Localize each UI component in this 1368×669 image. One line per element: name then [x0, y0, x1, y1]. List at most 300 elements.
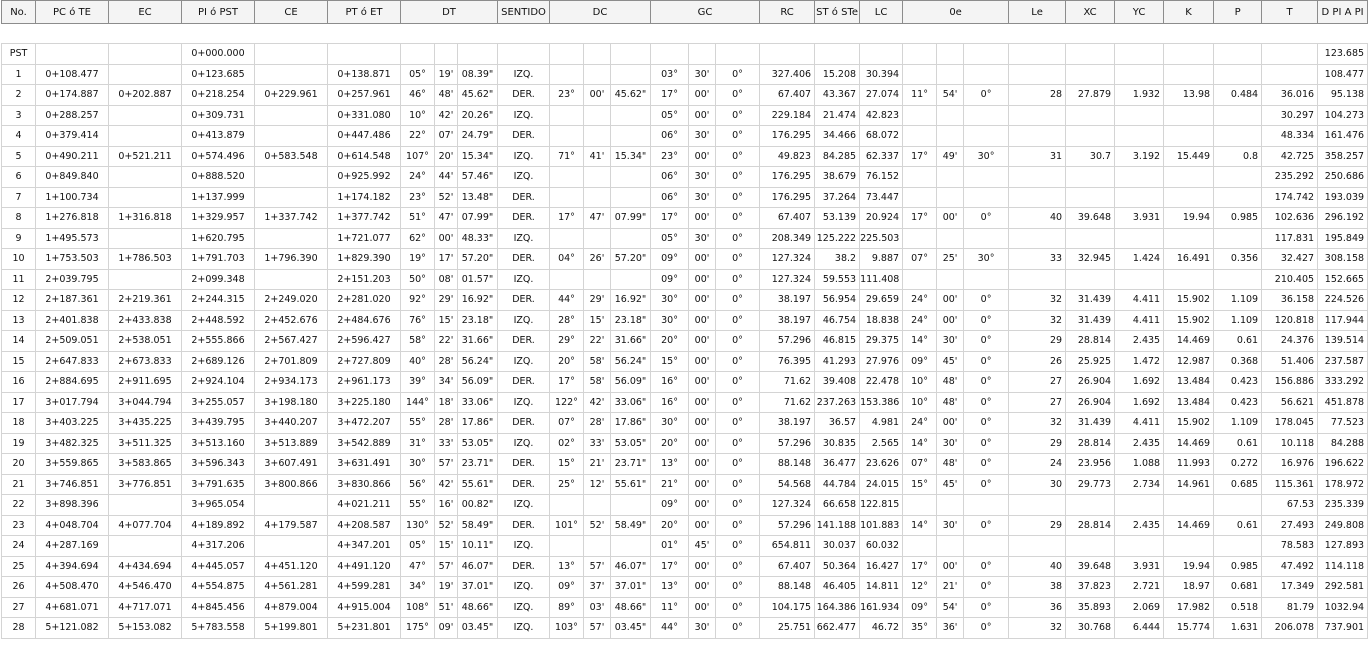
table-cell: 0°: [716, 618, 760, 639]
table-cell: 07.99": [611, 208, 651, 229]
table-cell: DER.: [498, 372, 550, 393]
table-cell: 33': [435, 433, 458, 454]
table-cell: [1164, 536, 1214, 557]
table-cell: 2.435: [1115, 515, 1164, 536]
table-cell: 20°: [651, 433, 689, 454]
table-cell: 122.815: [860, 495, 903, 516]
table-cell: 0+257.961: [328, 85, 401, 106]
table-cell: 2+509.051: [36, 331, 109, 352]
header-st-ste: ST ó STe: [815, 1, 860, 24]
table-cell: 08.39": [458, 64, 498, 85]
table-cell: 1+791.703: [182, 249, 255, 270]
table-cell: 0°: [716, 454, 760, 475]
table-cell: [550, 228, 584, 249]
table-cell: 30': [689, 618, 716, 639]
table-cell: 30': [689, 187, 716, 208]
table-cell: 38.197: [760, 290, 815, 311]
table-cell: 23°: [550, 85, 584, 106]
table-cell: [1164, 228, 1214, 249]
table-cell: 00': [689, 331, 716, 352]
table-cell: 38.197: [760, 413, 815, 434]
table-cell: 0+583.548: [255, 146, 328, 167]
table-cell: 5: [2, 146, 36, 167]
table-cell: 32.945: [1066, 249, 1115, 270]
table-cell: 2+151.203: [328, 269, 401, 290]
table-cell: 03°: [651, 64, 689, 85]
table-cell: [1164, 126, 1214, 147]
table-cell: [1214, 64, 1262, 85]
table-cell: 56.09": [458, 372, 498, 393]
table-cell: 44.784: [815, 474, 860, 495]
table-cell: 28: [1009, 85, 1066, 106]
table-cell: 16°: [651, 392, 689, 413]
table-cell: 13: [2, 310, 36, 331]
table-cell: 19': [435, 577, 458, 598]
table-cell: 31.66": [611, 331, 651, 352]
table-cell: [937, 228, 964, 249]
table-cell: [550, 187, 584, 208]
table-cell: [716, 44, 760, 65]
table-row: [2, 85, 1368, 106]
table-cell: DER.: [498, 126, 550, 147]
table-cell: 15': [584, 310, 611, 331]
table-cell: 44': [435, 167, 458, 188]
table-cell: 07°: [550, 413, 584, 434]
table-cell: 50.364: [815, 556, 860, 577]
table-cell: 0°: [716, 187, 760, 208]
table-cell: 43.367: [815, 85, 860, 106]
table-cell: 4+434.694: [109, 556, 182, 577]
table-cell: 77.523: [1318, 413, 1368, 434]
table-cell: 2+244.315: [182, 290, 255, 311]
header-dt: DT: [401, 1, 498, 24]
table-cell: 1.109: [1214, 310, 1262, 331]
table-cell: [611, 536, 651, 557]
table-cell: 3+198.180: [255, 392, 328, 413]
table-cell: 21': [584, 454, 611, 475]
table-cell: 2+401.838: [36, 310, 109, 331]
header-theta-e: 0e: [903, 1, 1009, 24]
table-cell: 0°: [964, 556, 1009, 577]
table-row: [2, 474, 1368, 495]
table-cell: 31.439: [1066, 290, 1115, 311]
table-cell: 2+596.427: [328, 331, 401, 352]
table-cell: 27: [1009, 372, 1066, 393]
table-cell: 292.581: [1318, 577, 1368, 598]
table-cell: [903, 167, 937, 188]
table-cell: 26: [2, 577, 36, 598]
table-cell: 156.886: [1262, 372, 1318, 393]
table-cell: 38.197: [760, 310, 815, 331]
table-cell: 161.476: [1318, 126, 1368, 147]
table-cell: [1066, 269, 1115, 290]
table-row: [2, 536, 1368, 557]
table-cell: 1: [2, 64, 36, 85]
table-cell: 55°: [401, 413, 435, 434]
table-cell: 05°: [651, 105, 689, 126]
table-cell: 29: [1009, 515, 1066, 536]
table-cell: [1164, 44, 1214, 65]
table-row: [2, 577, 1368, 598]
table-cell: 30.7: [1066, 146, 1115, 167]
table-cell: 30.835: [815, 433, 860, 454]
table-cell: 16.976: [1262, 454, 1318, 475]
table-cell: 4+179.587: [255, 515, 328, 536]
table-cell: 88.148: [760, 454, 815, 475]
table-cell: 4+717.071: [109, 597, 182, 618]
table-cell: [1164, 187, 1214, 208]
table-cell: 18.838: [860, 310, 903, 331]
table-cell: 09°: [903, 597, 937, 618]
table-row: [2, 44, 1368, 65]
table-cell: 00': [689, 290, 716, 311]
table-cell: 00': [435, 228, 458, 249]
table-cell: 0.685: [1214, 474, 1262, 495]
table-cell: 3+255.057: [182, 392, 255, 413]
table-cell: 30°: [651, 413, 689, 434]
table-cell: 14°: [903, 433, 937, 454]
header-t: T: [1262, 1, 1318, 24]
table-cell: 22.478: [860, 372, 903, 393]
table-cell: 88.148: [760, 577, 815, 598]
table-cell: 33': [584, 433, 611, 454]
table-cell: IZQ.: [498, 618, 550, 639]
table-cell: 0+447.486: [328, 126, 401, 147]
table-cell: 20°: [651, 515, 689, 536]
table-row: [2, 556, 1368, 577]
table-cell: 4+077.704: [109, 515, 182, 536]
table-cell: 15': [435, 310, 458, 331]
table-cell: 48.334: [1262, 126, 1318, 147]
table-row: [2, 495, 1368, 516]
table-cell: IZQ.: [498, 577, 550, 598]
table-cell: [964, 64, 1009, 85]
table-cell: 73.447: [860, 187, 903, 208]
table-cell: 58': [584, 351, 611, 372]
table-cell: [1115, 536, 1164, 557]
table-cell: [550, 105, 584, 126]
table-cell: 2+538.051: [109, 331, 182, 352]
table-cell: DER.: [498, 290, 550, 311]
table-cell: 00': [584, 85, 611, 106]
table-cell: IZQ.: [498, 167, 550, 188]
table-cell: 76.395: [760, 351, 815, 372]
table-cell: 5+783.558: [182, 618, 255, 639]
table-cell: [550, 64, 584, 85]
table-cell: 662.477: [815, 618, 860, 639]
table-cell: 0°: [964, 351, 1009, 372]
table-cell: 23.956: [1066, 454, 1115, 475]
table-cell: 15.34": [458, 146, 498, 167]
table-cell: 174.742: [1262, 187, 1318, 208]
table-cell: 14°: [903, 515, 937, 536]
table-cell: 0°: [716, 515, 760, 536]
table-cell: 10°: [903, 372, 937, 393]
table-cell: 22': [584, 331, 611, 352]
table-cell: [36, 44, 109, 65]
table-cell: 4+208.587: [328, 515, 401, 536]
header-rc: RC: [760, 1, 815, 24]
table-cell: 46.07": [611, 556, 651, 577]
table-cell: [1115, 167, 1164, 188]
table-cell: 58.49": [458, 515, 498, 536]
table-cell: 0°: [716, 290, 760, 311]
table-cell: 2.435: [1115, 331, 1164, 352]
table-cell: [903, 269, 937, 290]
table-cell: 45': [937, 351, 964, 372]
table-cell: 3+542.889: [328, 433, 401, 454]
table-cell: [689, 44, 716, 65]
table-cell: 2.734: [1115, 474, 1164, 495]
table-cell: [1009, 167, 1066, 188]
table-cell: 0°: [964, 290, 1009, 311]
table-cell: 3+776.851: [109, 474, 182, 495]
table-cell: 15°: [651, 351, 689, 372]
table-cell: [550, 167, 584, 188]
table-cell: 47': [435, 208, 458, 229]
table-cell: [1009, 536, 1066, 557]
table-cell: 3+435.225: [109, 413, 182, 434]
table-cell: 19.94: [1164, 556, 1214, 577]
table-cell: 37': [584, 577, 611, 598]
table-cell: [1214, 105, 1262, 126]
table-cell: 01.57": [458, 269, 498, 290]
table-cell: 0°: [716, 495, 760, 516]
table-cell: 127.324: [760, 269, 815, 290]
table-cell: [903, 44, 937, 65]
table-cell: 13°: [651, 454, 689, 475]
table-cell: 127.324: [760, 249, 815, 270]
table-cell: [255, 187, 328, 208]
table-cell: 0°: [716, 146, 760, 167]
table-cell: [109, 536, 182, 557]
table-cell: 2+647.833: [36, 351, 109, 372]
table-cell: 00': [689, 249, 716, 270]
table-cell: 45.62": [458, 85, 498, 106]
table-cell: 17°: [903, 208, 937, 229]
table-cell: 30': [689, 64, 716, 85]
table-cell: 0+521.211: [109, 146, 182, 167]
table-cell: [109, 187, 182, 208]
table-cell: [550, 269, 584, 290]
table-cell: [964, 536, 1009, 557]
table-row: [2, 126, 1368, 147]
table-row: [2, 228, 1368, 249]
table-cell: 28': [435, 413, 458, 434]
header-sentido: SENTIDO: [498, 1, 550, 24]
table-cell: 0+614.548: [328, 146, 401, 167]
table-row: [2, 618, 1368, 639]
table-cell: 39°: [401, 372, 435, 393]
table-cell: 0+574.496: [182, 146, 255, 167]
table-cell: 30°: [964, 146, 1009, 167]
table-cell: 104.273: [1318, 105, 1368, 126]
table-cell: [937, 167, 964, 188]
table-cell: 4+491.120: [328, 556, 401, 577]
table-cell: 45': [937, 474, 964, 495]
table-cell: 20°: [651, 331, 689, 352]
table-cell: 62.337: [860, 146, 903, 167]
table-cell: [937, 536, 964, 557]
table-cell: 24: [1009, 454, 1066, 475]
table-cell: 52': [435, 515, 458, 536]
table-cell: 17.982: [1164, 597, 1214, 618]
table-cell: [1214, 44, 1262, 65]
table-cell: [584, 187, 611, 208]
table-cell: 1.424: [1115, 249, 1164, 270]
table-cell: 16: [2, 372, 36, 393]
table-cell: 17.86": [458, 413, 498, 434]
table-cell: [255, 126, 328, 147]
table-cell: 17.86": [611, 413, 651, 434]
table-cell: 23: [2, 515, 36, 536]
table-cell: 22: [2, 495, 36, 516]
table-cell: 107°: [401, 146, 435, 167]
table-cell: 1+100.734: [36, 187, 109, 208]
table-cell: 46.07": [458, 556, 498, 577]
table-cell: [1115, 187, 1164, 208]
table-cell: DER.: [498, 454, 550, 475]
table-cell: 29.773: [1066, 474, 1115, 495]
table-cell: 23.626: [860, 454, 903, 475]
table-cell: 4+048.704: [36, 515, 109, 536]
table-cell: 30': [937, 433, 964, 454]
table-cell: 3+225.180: [328, 392, 401, 413]
table-cell: [611, 44, 651, 65]
table-cell: 56.09": [611, 372, 651, 393]
table-cell: IZQ.: [498, 597, 550, 618]
table-cell: [1164, 495, 1214, 516]
table-cell: 19°: [401, 249, 435, 270]
table-cell: 144°: [401, 392, 435, 413]
table-cell: 30': [689, 228, 716, 249]
table-cell: 31: [1009, 146, 1066, 167]
table-cell: 30.037: [815, 536, 860, 557]
table-cell: 152.665: [1318, 269, 1368, 290]
table-cell: 29: [1009, 433, 1066, 454]
table-cell: 28': [435, 351, 458, 372]
table-cell: 4+287.169: [36, 536, 109, 557]
table-cell: 0+218.254: [182, 85, 255, 106]
table-cell: 23°: [401, 187, 435, 208]
table-cell: DER.: [498, 556, 550, 577]
table-cell: 92°: [401, 290, 435, 311]
table-cell: 58°: [401, 331, 435, 352]
table-cell: 28°: [550, 310, 584, 331]
table-cell: 2+039.795: [36, 269, 109, 290]
table-cell: 1032.94: [1318, 597, 1368, 618]
header-yc: YC: [1115, 1, 1164, 24]
table-cell: 0+288.257: [36, 105, 109, 126]
table-cell: 02°: [550, 433, 584, 454]
table-cell: 358.257: [1318, 146, 1368, 167]
table-cell: 178.972: [1318, 474, 1368, 495]
table-cell: [584, 167, 611, 188]
table-cell: [1214, 269, 1262, 290]
table-cell: 52': [584, 515, 611, 536]
table-cell: DER.: [498, 413, 550, 434]
table-cell: 52': [435, 187, 458, 208]
table-cell: 737.901: [1318, 618, 1368, 639]
table-cell: 0+413.879: [182, 126, 255, 147]
table-cell: 07.99": [458, 208, 498, 229]
table-cell: 229.184: [760, 105, 815, 126]
table-cell: 327.406: [760, 64, 815, 85]
table-cell: 00': [689, 351, 716, 372]
table-cell: 2+433.838: [109, 310, 182, 331]
table-cell: [109, 44, 182, 65]
table-cell: 0°: [716, 208, 760, 229]
table-cell: 00': [689, 372, 716, 393]
table-cell: 9: [2, 228, 36, 249]
table-cell: 0°: [964, 372, 1009, 393]
table-cell: 21': [937, 577, 964, 598]
table-cell: [937, 126, 964, 147]
table-row: [2, 167, 1368, 188]
table-cell: 14.469: [1164, 433, 1214, 454]
table-cell: [109, 495, 182, 516]
table-cell: 04°: [550, 249, 584, 270]
table-cell: 2.565: [860, 433, 903, 454]
table-cell: 20°: [550, 351, 584, 372]
header-pt-et: PT ó ET: [328, 1, 401, 24]
table-cell: 00': [689, 454, 716, 475]
table-cell: [611, 228, 651, 249]
table-cell: 95.138: [1318, 85, 1368, 106]
table-cell: 0.423: [1214, 372, 1262, 393]
table-cell: 19.94: [1164, 208, 1214, 229]
table-cell: 20.924: [860, 208, 903, 229]
table-row: [2, 269, 1368, 290]
table-cell: 17°: [651, 208, 689, 229]
table-cell: [1115, 269, 1164, 290]
table-cell: 4+845.456: [182, 597, 255, 618]
table-cell: 05°: [401, 536, 435, 557]
table-cell: 62°: [401, 228, 435, 249]
table-cell: 117.944: [1318, 310, 1368, 331]
table-cell: 49.823: [760, 146, 815, 167]
table-cell: 00': [689, 597, 716, 618]
table-cell: 53.139: [815, 208, 860, 229]
table-cell: 3: [2, 105, 36, 126]
table-cell: 0°: [716, 269, 760, 290]
table-cell: 51.406: [1262, 351, 1318, 372]
table-cell: [109, 126, 182, 147]
table-cell: 71°: [550, 146, 584, 167]
table-cell: 1.631: [1214, 618, 1262, 639]
table-cell: 67.407: [760, 208, 815, 229]
table-cell: [401, 44, 435, 65]
table-cell: 2+484.676: [328, 310, 401, 331]
table-cell: 1+620.795: [182, 228, 255, 249]
table-cell: 57.296: [760, 433, 815, 454]
table-cell: 0+849.840: [36, 167, 109, 188]
table-cell: 0°: [964, 474, 1009, 495]
table-cell: 20': [435, 146, 458, 167]
table-cell: [1115, 44, 1164, 65]
table-cell: 1.692: [1115, 372, 1164, 393]
table-cell: 23.71": [611, 454, 651, 475]
table-cell: 56.24": [458, 351, 498, 372]
table-cell: 09°: [651, 269, 689, 290]
table-cell: 28: [2, 618, 36, 639]
table-cell: 0°: [716, 105, 760, 126]
table-cell: 14.961: [1164, 474, 1214, 495]
table-cell: 237.587: [1318, 351, 1368, 372]
table-cell: 1+377.742: [328, 208, 401, 229]
table-cell: 1.692: [1115, 392, 1164, 413]
table-cell: 33.06": [611, 392, 651, 413]
